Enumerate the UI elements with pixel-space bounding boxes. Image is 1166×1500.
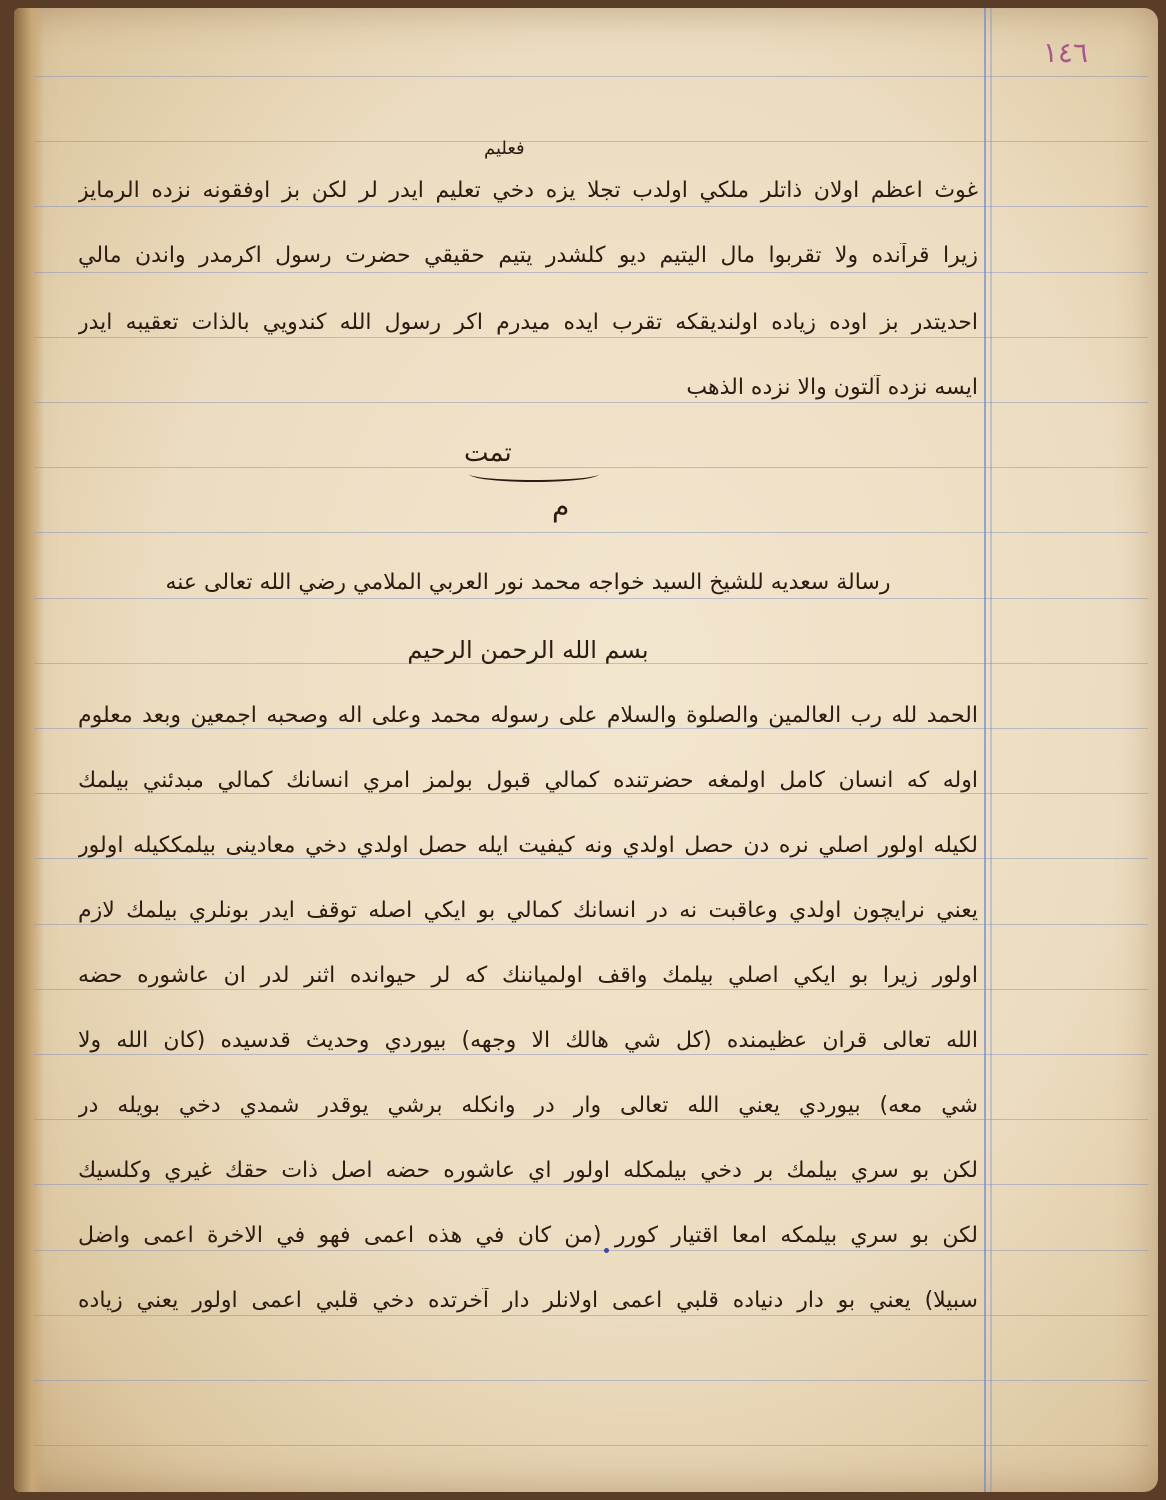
ruled-line [34, 141, 1148, 142]
ruled-line [34, 76, 1148, 77]
upper-line-4: ايسه نزده آلتون والا نزده الذهب [686, 375, 978, 400]
treatise-line-10: سبيلا) يعني بو دار دنياده قلبي اعمى اولانلر دار آخرتده دخي قلبي اعمى اولور يعني زياده [78, 1288, 978, 1313]
ruled-line [34, 1054, 1148, 1055]
tamat-word: تمت [464, 438, 512, 468]
closing-mark: م [552, 490, 570, 523]
treatise-line-2: اوله كه انسان كامل اولمغه حضرتنده كمالي قبول بولمز امري انسانك كمالي مبدئني بيلمك [78, 768, 978, 793]
ruled-line [34, 337, 1148, 338]
treatise-line-9: لكن بو سري بيلمكه امعا اقتيار كورر (من كان في هذه اعمى فهو في الاخرة اعمى واضل [78, 1223, 978, 1248]
treatise-line-6: الله تعالى قران عظيمنده (كل شي هالك الا وجهه) بيوردي وحديث قدسيده (كان الله ولا [78, 1028, 978, 1053]
ruled-line [34, 1250, 1148, 1251]
upper-line-1: غوث اعظم اولان ذاتلر ملكي اولدب تجلا يزه دخي تعليم ايدر لر لكن بز اوفقونه نزده الرمايز [78, 178, 978, 203]
basmala: بسم الله الرحمن الرحيم [407, 636, 649, 664]
treatise-line-4: يعني نرايچون اولدي وعاقبت نه در انسانك كمالي بو ايكي اصله توقف ايدر بونلري بيلمك لازم [78, 898, 978, 923]
treatise-heading: رسالة سعديه للشيخ السيد خواجه محمد نور العربي الملامي رضي الله تعالى عنه [165, 570, 891, 595]
treatise-line-1: الحمد لله رب العالمين والصلوة والسلام على رسوله محمد وعلى اله وصحبه اجمعين وبعد معلوم [78, 703, 978, 728]
treatise-line-5: اولور زيرا بو ايكي اصلي بيلمك واقف اولمياننك كه لر حيوانده اثنر لدر ان عاشوره حضه [78, 963, 978, 988]
upper-line-2: زيرا قرآنده ولا تقربوا مال اليتيم ديو كلشدر يتيم حقيقي حضرت رسول اكرمدر واندن مالي [78, 243, 978, 268]
ink-dot [604, 1248, 609, 1253]
treatise-line-8: لكن بو سري بيلمك بر دخي بيلمكله اولور اي عاشوره حضه اصل ذات حقك غيري وكلسيك [78, 1158, 978, 1183]
treatise-line-7: شي معه) بيوردي يعني الله تعالى وار در وانكله برشي يوقدر شمدي دخي بويله در [78, 1093, 978, 1118]
ruled-line [34, 793, 1148, 794]
tamat-flourish [469, 466, 599, 482]
ruled-line [34, 1445, 1148, 1446]
ruled-line [34, 1380, 1148, 1381]
interlinear-correction: فعليم [484, 138, 525, 159]
margin-rule [984, 8, 986, 1492]
ruled-line [34, 402, 1148, 403]
ruled-line [34, 272, 1148, 273]
ruled-line [34, 728, 1148, 729]
ruled-line [34, 598, 1148, 599]
ruled-line [34, 858, 1148, 859]
ruled-line [34, 532, 1148, 533]
ruled-line [34, 989, 1148, 990]
notebook-page [14, 8, 1158, 1492]
ruled-line [34, 1119, 1148, 1120]
treatise-line-3: لكيله اولور اصلي نره دن حصل اولدي ونه كيفيت ايله حصل اولدي دخي معادينى بيلمككيله اولور [78, 833, 978, 858]
upper-line-3: احديتدر بز اوده زياده اولنديقكه تقرب ايده ميدرم اكر رسول الله كندويي بالذات تعقيبه ايدر [78, 310, 978, 335]
ruled-line [34, 924, 1148, 925]
ruled-line [34, 206, 1148, 207]
ruled-line [34, 1184, 1148, 1185]
binding-spine [14, 8, 44, 1492]
ruled-line [34, 1315, 1148, 1316]
margin-rule-secondary [990, 8, 992, 1492]
page-number: ١٤٦ [1042, 36, 1088, 69]
